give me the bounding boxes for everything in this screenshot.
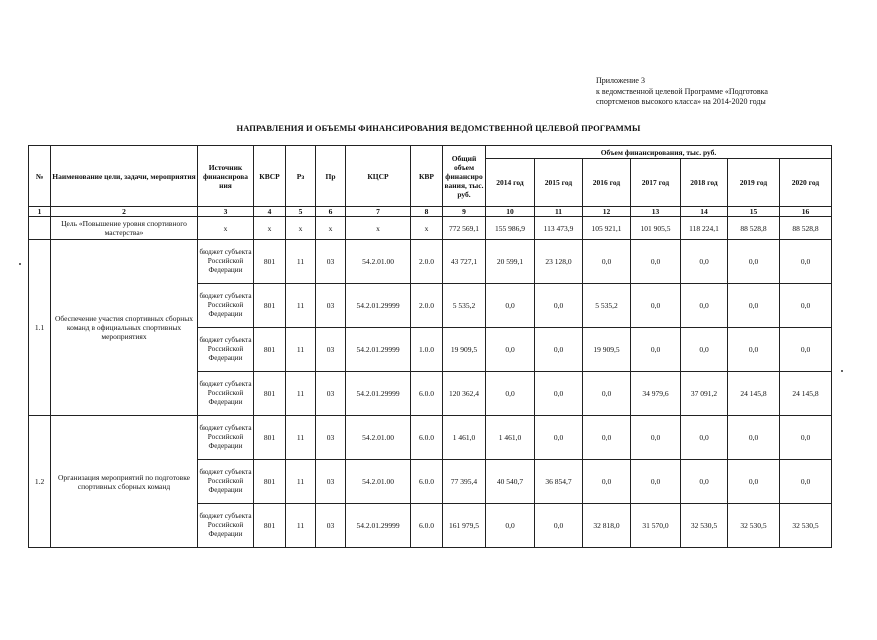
row-year-value: 34 979,6 bbox=[631, 372, 681, 416]
row-rz: 11 bbox=[286, 504, 316, 548]
row-year-value: 23 128,0 bbox=[535, 240, 583, 284]
row-year-value: 0,0 bbox=[728, 328, 780, 372]
row-year-value: 24 145,8 bbox=[780, 372, 832, 416]
row-rz: 11 bbox=[286, 328, 316, 372]
row-year-value: 0,0 bbox=[583, 240, 631, 284]
row-year-value: 0,0 bbox=[486, 372, 535, 416]
row-pr: 03 bbox=[316, 328, 346, 372]
row-source: бюджет субъекта Российской Федерации bbox=[198, 328, 254, 372]
header-kvr: КВР bbox=[411, 146, 443, 207]
row-kvsr: 801 bbox=[254, 460, 286, 504]
row-year-value: 0,0 bbox=[535, 328, 583, 372]
row-kvsr: 801 bbox=[254, 416, 286, 460]
row-kvr: 1.0.0 bbox=[411, 328, 443, 372]
goal-name: Цель «Повышение уровня спортивного мастерства» bbox=[51, 217, 198, 240]
row-source: бюджет субъекта Российской Федерации bbox=[198, 416, 254, 460]
row-year-value: 0,0 bbox=[535, 504, 583, 548]
row-kvsr: 801 bbox=[254, 240, 286, 284]
column-number: 16 bbox=[780, 207, 832, 217]
column-number: 12 bbox=[583, 207, 631, 217]
row-year-value: 31 570,0 bbox=[631, 504, 681, 548]
row-year-value: 32 530,5 bbox=[728, 504, 780, 548]
row-year-value: 0,0 bbox=[780, 284, 832, 328]
row-year-value: 1 461,0 bbox=[486, 416, 535, 460]
row-year-value: 0,0 bbox=[486, 328, 535, 372]
row-kcsr: 54.2.01.00 bbox=[346, 240, 411, 284]
header-year: 2020 год bbox=[780, 159, 832, 207]
row-year-value: 0,0 bbox=[681, 416, 728, 460]
row-pr: 03 bbox=[316, 460, 346, 504]
scan-speck bbox=[841, 370, 843, 372]
row-kcsr: 54.2.01.29999 bbox=[346, 372, 411, 416]
goal-kvsr: x bbox=[254, 217, 286, 240]
goal-source: x bbox=[198, 217, 254, 240]
row-kvr: 6.0.0 bbox=[411, 460, 443, 504]
header-pr: Пр bbox=[316, 146, 346, 207]
row-year-value: 0,0 bbox=[486, 284, 535, 328]
row-year-value: 20 599,1 bbox=[486, 240, 535, 284]
row-year-value: 0,0 bbox=[728, 284, 780, 328]
goal-year-value: 88 528,8 bbox=[728, 217, 780, 240]
row-year-value: 0,0 bbox=[583, 460, 631, 504]
goal-rz: x bbox=[286, 217, 316, 240]
row-year-value: 0,0 bbox=[535, 416, 583, 460]
appendix-note bbox=[596, 76, 836, 108]
column-number: 14 bbox=[681, 207, 728, 217]
row-kvsr: 801 bbox=[254, 328, 286, 372]
row-kcsr: 54.2.01.29999 bbox=[346, 504, 411, 548]
row-year-value: 19 909,5 bbox=[583, 328, 631, 372]
row-year-value: 5 535,2 bbox=[583, 284, 631, 328]
row-pr: 03 bbox=[316, 240, 346, 284]
row-source: бюджет субъекта Российской Федерации bbox=[198, 504, 254, 548]
row-year-value: 0,0 bbox=[486, 504, 535, 548]
row-year-value: 0,0 bbox=[631, 416, 681, 460]
column-number: 10 bbox=[486, 207, 535, 217]
row-source: бюджет субъекта Российской Федерации bbox=[198, 240, 254, 284]
row-year-value: 0,0 bbox=[681, 460, 728, 504]
header-year: 2018 год bbox=[681, 159, 728, 207]
row-year-value: 32 530,5 bbox=[681, 504, 728, 548]
row-year-value: 32 818,0 bbox=[583, 504, 631, 548]
row-rz: 11 bbox=[286, 372, 316, 416]
appendix-line: Приложение 3 bbox=[596, 76, 645, 85]
row-pr: 03 bbox=[316, 284, 346, 328]
header-name: Наименование цели, задачи, мероприятия bbox=[51, 146, 198, 207]
column-number: 2 bbox=[51, 207, 198, 217]
row-total: 19 909,5 bbox=[443, 328, 486, 372]
row-year-value: 0,0 bbox=[681, 328, 728, 372]
row-year-value: 0,0 bbox=[535, 284, 583, 328]
column-number: 1 bbox=[29, 207, 51, 217]
row-kvr: 2.0.0 bbox=[411, 284, 443, 328]
appendix-line: спортсменов высокого класса» на 2014-2020 годы bbox=[596, 97, 766, 106]
goal-year-value: 155 986,9 bbox=[486, 217, 535, 240]
column-number: 5 bbox=[286, 207, 316, 217]
row-kvr: 6.0.0 bbox=[411, 504, 443, 548]
header-year: 2014 год bbox=[486, 159, 535, 207]
financing-table bbox=[28, 145, 832, 548]
column-number: 9 bbox=[443, 207, 486, 217]
row-source: бюджет субъекта Российской Федерации bbox=[198, 372, 254, 416]
row-pr: 03 bbox=[316, 372, 346, 416]
goal-year-value: 113 473,9 bbox=[535, 217, 583, 240]
row-year-value: 0,0 bbox=[583, 416, 631, 460]
row-kvr: 6.0.0 bbox=[411, 416, 443, 460]
row-year-value: 0,0 bbox=[728, 416, 780, 460]
row-kvr: 6.0.0 bbox=[411, 372, 443, 416]
goal-year-value: 101 905,5 bbox=[631, 217, 681, 240]
row-year-value: 0,0 bbox=[780, 416, 832, 460]
goal-total: 772 569,1 bbox=[443, 217, 486, 240]
header-source: Источник финансирова ния bbox=[198, 146, 254, 207]
header-total: Общий объем финансиро вания, тыс. руб. bbox=[443, 146, 486, 207]
document-title: НАПРАВЛЕНИЯ И ОБЪЕМЫ ФИНАНСИРОВАНИЯ ВЕДОМСТВЕННОЙ ЦЕЛЕВОЙ ПРОГРАММЫ bbox=[236, 123, 641, 133]
header-year: 2015 год bbox=[535, 159, 583, 207]
group-name: Организация мероприятий по подготовке спортивных сборных команд bbox=[51, 416, 198, 548]
header-num: № bbox=[29, 146, 51, 207]
row-year-value: 0,0 bbox=[728, 240, 780, 284]
header-rz: Рз bbox=[286, 146, 316, 207]
row-rz: 11 bbox=[286, 460, 316, 504]
row-year-value: 32 530,5 bbox=[780, 504, 832, 548]
header-volume: Объем финансирования, тыс. руб. bbox=[486, 146, 832, 159]
row-year-value: 0,0 bbox=[631, 328, 681, 372]
row-kcsr: 54.2.01.29999 bbox=[346, 328, 411, 372]
row-year-value: 0,0 bbox=[631, 460, 681, 504]
goal-year-value: 88 528,8 bbox=[780, 217, 832, 240]
row-year-value: 0,0 bbox=[728, 460, 780, 504]
row-year-value: 37 091,2 bbox=[681, 372, 728, 416]
row-kcsr: 54.2.01.29999 bbox=[346, 284, 411, 328]
header-kcsr: КЦСР bbox=[346, 146, 411, 207]
column-number: 4 bbox=[254, 207, 286, 217]
column-number: 13 bbox=[631, 207, 681, 217]
row-year-value: 0,0 bbox=[583, 372, 631, 416]
row-source: бюджет субъекта Российской Федерации bbox=[198, 460, 254, 504]
goal-row bbox=[29, 217, 832, 240]
row-rz: 11 bbox=[286, 416, 316, 460]
row-year-value: 0,0 bbox=[681, 240, 728, 284]
row-kcsr: 54.2.01.00 bbox=[346, 460, 411, 504]
row-kvsr: 801 bbox=[254, 372, 286, 416]
row-pr: 03 bbox=[316, 416, 346, 460]
appendix-line: к ведомственной целевой Программе «Подготовка bbox=[596, 86, 768, 96]
goal-num bbox=[29, 217, 51, 240]
row-year-value: 0,0 bbox=[631, 240, 681, 284]
header-kvsr: КВСР bbox=[254, 146, 286, 207]
row-year-value: 0,0 bbox=[780, 240, 832, 284]
goal-pr: x bbox=[316, 217, 346, 240]
row-year-value: 0,0 bbox=[780, 460, 832, 504]
group-num: 1.1 bbox=[29, 240, 51, 416]
header-year: 2016 год bbox=[583, 159, 631, 207]
row-rz: 11 bbox=[286, 284, 316, 328]
row-year-value: 0,0 bbox=[681, 284, 728, 328]
row-kvsr: 801 bbox=[254, 284, 286, 328]
table-row bbox=[29, 240, 832, 284]
row-year-value: 0,0 bbox=[535, 372, 583, 416]
row-kvsr: 801 bbox=[254, 504, 286, 548]
row-year-value: 24 145,8 bbox=[728, 372, 780, 416]
row-year-value: 40 540,7 bbox=[486, 460, 535, 504]
row-total: 5 535,2 bbox=[443, 284, 486, 328]
goal-kcsr: x bbox=[346, 217, 411, 240]
row-year-value: 0,0 bbox=[631, 284, 681, 328]
table-row bbox=[29, 416, 832, 460]
column-number: 6 bbox=[316, 207, 346, 217]
goal-year-value: 118 224,1 bbox=[681, 217, 728, 240]
row-total: 161 979,5 bbox=[443, 504, 486, 548]
column-number: 3 bbox=[198, 207, 254, 217]
row-pr: 03 bbox=[316, 504, 346, 548]
scan-speck bbox=[19, 263, 21, 265]
group-name: Обеспечение участия спортивных сборных команд в официальных спортивных мероприятиях bbox=[51, 240, 198, 416]
row-total: 1 461,0 bbox=[443, 416, 486, 460]
column-number: 7 bbox=[346, 207, 411, 217]
header-year: 2017 год bbox=[631, 159, 681, 207]
column-number: 11 bbox=[535, 207, 583, 217]
column-number: 8 bbox=[411, 207, 443, 217]
row-total: 43 727,1 bbox=[443, 240, 486, 284]
goal-kvr: x bbox=[411, 217, 443, 240]
row-source: бюджет субъекта Российской Федерации bbox=[198, 284, 254, 328]
row-year-value: 0,0 bbox=[780, 328, 832, 372]
header-year: 2019 год bbox=[728, 159, 780, 207]
row-total: 120 362,4 bbox=[443, 372, 486, 416]
row-total: 77 395,4 bbox=[443, 460, 486, 504]
row-kcsr: 54.2.01.00 bbox=[346, 416, 411, 460]
group-num: 1.2 bbox=[29, 416, 51, 548]
goal-year-value: 105 921,1 bbox=[583, 217, 631, 240]
row-year-value: 36 854,7 bbox=[535, 460, 583, 504]
row-rz: 11 bbox=[286, 240, 316, 284]
row-kvr: 2.0.0 bbox=[411, 240, 443, 284]
column-number: 15 bbox=[728, 207, 780, 217]
